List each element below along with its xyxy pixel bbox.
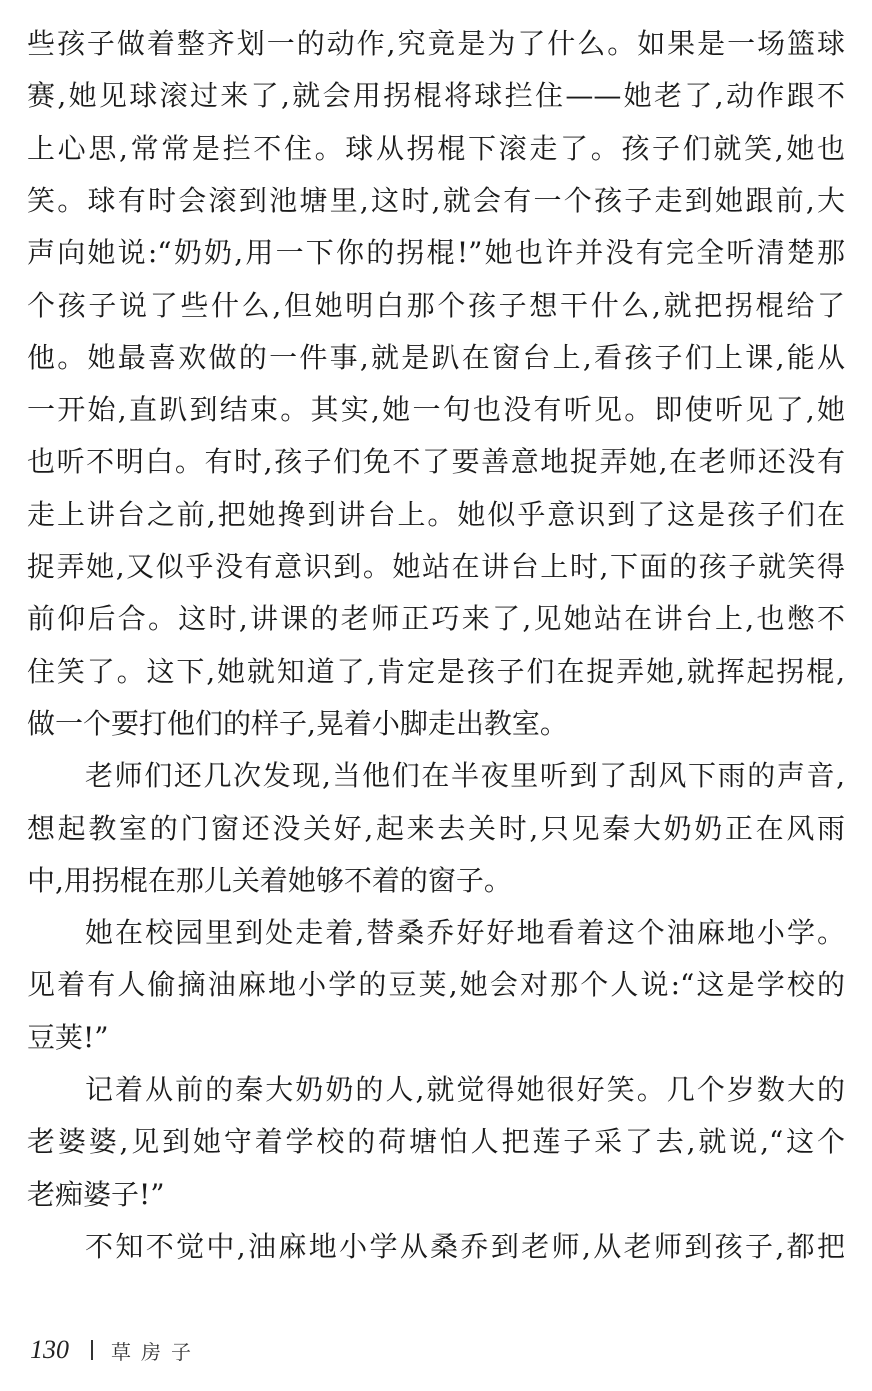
page-footer [30, 1332, 201, 1368]
text-line: 老痴婆子!” [27, 1177, 165, 1211]
text-line: 老师们还几次发现,当他们在半夜里听到了刮风下雨的声音, [85, 759, 845, 793]
book-title: 草房子 [111, 1339, 201, 1364]
footer-divider [91, 1340, 93, 1360]
text-line: 中,用拐棍在那儿关着她够不着的窗子。 [27, 863, 512, 897]
text-line: 他。她最喜欢做的一件事,就是趴在窗台上,看孩子们上课,能从 [27, 340, 845, 374]
text-line: 住笑了。这下,她就知道了,肯定是孩子们在捉弄她,就挥起拐棍, [27, 654, 845, 688]
text-line: 想起教室的门窗还没关好,起来去关时,只见秦大奶奶正在风雨 [27, 811, 845, 845]
text-line: 不知不觉中,油麻地小学从桑乔到老师,从老师到孩子,都把 [85, 1229, 845, 1263]
text-line: 上心思,常常是拦不住。球从拐棍下滚走了。孩子们就笑,她也 [27, 131, 845, 165]
page-number: 130 [30, 1335, 69, 1364]
text-line: 笑。球有时会滚到池塘里,这时,就会有一个孩子走到她跟前,大 [27, 183, 845, 217]
text-line: 她在校园里到处走着,替桑乔好好地看着这个油麻地小学。 [85, 916, 845, 950]
text-line: 赛,她见球滚过来了,就会用拐棍将球拦住——她老了,动作跟不 [27, 79, 845, 113]
text-line: 一开始,直趴到结束。其实,她一句也没有听见。即使听见了,她 [27, 393, 845, 427]
text-line: 豆荚!” [27, 1020, 109, 1054]
text-line: 些孩子做着整齐划一的动作,究竟是为了什么。如果是一场篮球 [27, 27, 845, 60]
text-line: 也听不明白。有时,孩子们免不了要善意地捉弄她,在老师还没有 [27, 445, 845, 479]
text-line: 做一个要打他们的样子,晃着小脚走出教室。 [27, 706, 568, 740]
text-line: 捉弄她,又似乎没有意识到。她站在讲台上时,下面的孩子就笑得 [27, 550, 845, 583]
text-line: 见着有人偷摘油麻地小学的豆荚,她会对那个人说:“这是学校的 [27, 968, 845, 1002]
text-line: 声向她说:“奶奶,用一下你的拐棍!”她也许并没有完全听清楚那 [27, 236, 845, 270]
text-line: 走上讲台之前,把她搀到讲台上。她似乎意识到了这是孩子们在 [27, 497, 845, 531]
text-line: 个孩子说了些什么,但她明白那个孩子想干什么,就把拐棍给了 [27, 288, 845, 322]
text-line: 记着从前的秦大奶奶的人,就觉得她很好笑。几个岁数大的 [85, 1073, 845, 1106]
text-line: 前仰后合。这时,讲课的老师正巧来了,见她站在讲台上,也憋不 [27, 602, 845, 636]
text-line: 老婆婆,见到她守着学校的荷塘怕人把莲子采了去,就说,“这个 [27, 1125, 845, 1159]
